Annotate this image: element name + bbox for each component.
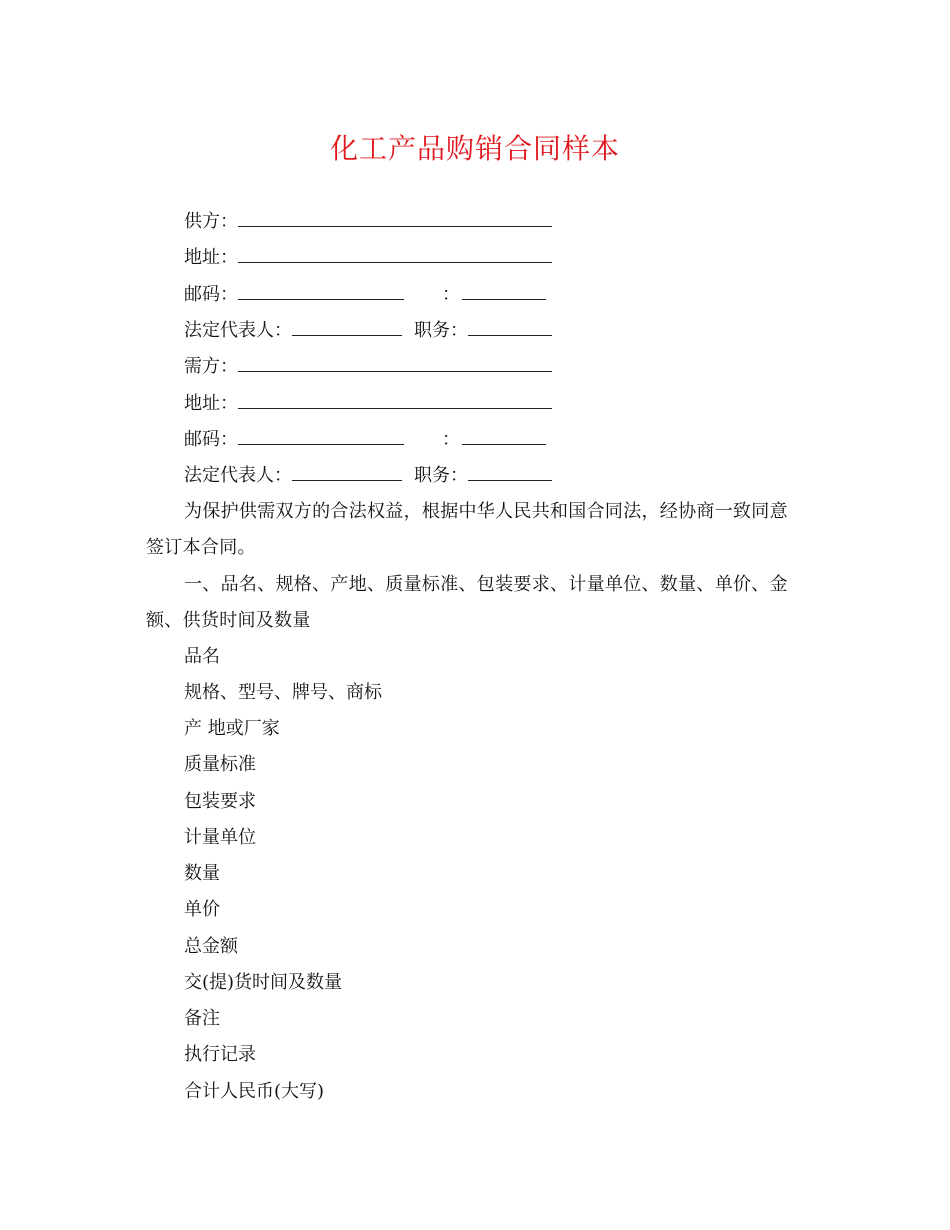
document-title: 化工产品购销合同样本 <box>329 132 620 165</box>
supplier-postcode-blank <box>238 279 404 300</box>
buyer-postcode-row <box>184 424 546 454</box>
supplier-rep-blank <box>292 315 402 336</box>
buyer-postcode-blank <box>238 424 404 445</box>
supplier-rep-row <box>184 315 552 345</box>
intro-paragraph: 为保护供需双方的合法权益，根据中华人民共和国合同法，经协商一致同意签订本合同。 <box>146 501 788 558</box>
supplier-phone-blank <box>462 279 546 300</box>
item-delivery-time: 交(提)货时间及数量 <box>184 972 343 993</box>
item-name: 品名 <box>184 646 220 667</box>
supplier-rep-label: 法定代表人： <box>184 320 292 341</box>
item-spec: 规格、型号、牌号、商标 <box>184 682 382 703</box>
supplier-title-blank <box>468 315 552 336</box>
item-unit-price: 单价 <box>184 899 220 920</box>
buyer-rep-label: 法定代表人： <box>184 465 292 486</box>
supplier-title-label: 职务： <box>414 320 468 341</box>
supplier-address-row <box>184 242 552 272</box>
item-origin: 产 地或厂家 <box>184 718 280 739</box>
buyer-party-row <box>184 351 552 381</box>
buyer-address-blank <box>238 388 552 409</box>
clause-1-paragraph: 一、品名、规格、产地、质量标准、包装要求、计量单位、数量、单价、金额、供货时间及数量 <box>146 574 788 631</box>
buyer-address-row <box>184 388 552 418</box>
supplier-address-label: 地址： <box>184 247 238 268</box>
buyer-title-label: 职务： <box>414 465 468 486</box>
buyer-party-blank <box>238 351 552 372</box>
item-execution-record: 执行记录 <box>184 1044 256 1065</box>
supplier-postcode-row <box>184 279 546 309</box>
buyer-party-label: 需方： <box>184 356 238 377</box>
item-quantity: 数量 <box>184 863 220 884</box>
buyer-rep-blank <box>292 460 402 481</box>
item-unit: 计量单位 <box>184 827 256 848</box>
supplier-address-blank <box>238 242 552 263</box>
item-total-amount: 总金额 <box>184 936 238 957</box>
buyer-phone-blank <box>462 424 546 445</box>
supplier-party-row <box>184 206 552 236</box>
item-quality: 质量标准 <box>184 754 256 775</box>
buyer-phone-label: ： <box>442 429 460 450</box>
supplier-party-label: 供方： <box>184 211 238 232</box>
item-total-rmb: 合计人民币(大写) <box>184 1081 325 1102</box>
supplier-phone-label: ： <box>442 284 460 305</box>
buyer-address-label: 地址： <box>184 393 238 414</box>
item-remarks: 备注 <box>184 1008 220 1029</box>
buyer-rep-row <box>184 460 552 490</box>
supplier-postcode-label: 邮码： <box>184 284 238 305</box>
supplier-party-blank <box>238 206 552 227</box>
buyer-postcode-label: 邮码： <box>184 429 238 450</box>
item-packaging: 包装要求 <box>184 791 256 812</box>
buyer-title-blank <box>468 460 552 481</box>
